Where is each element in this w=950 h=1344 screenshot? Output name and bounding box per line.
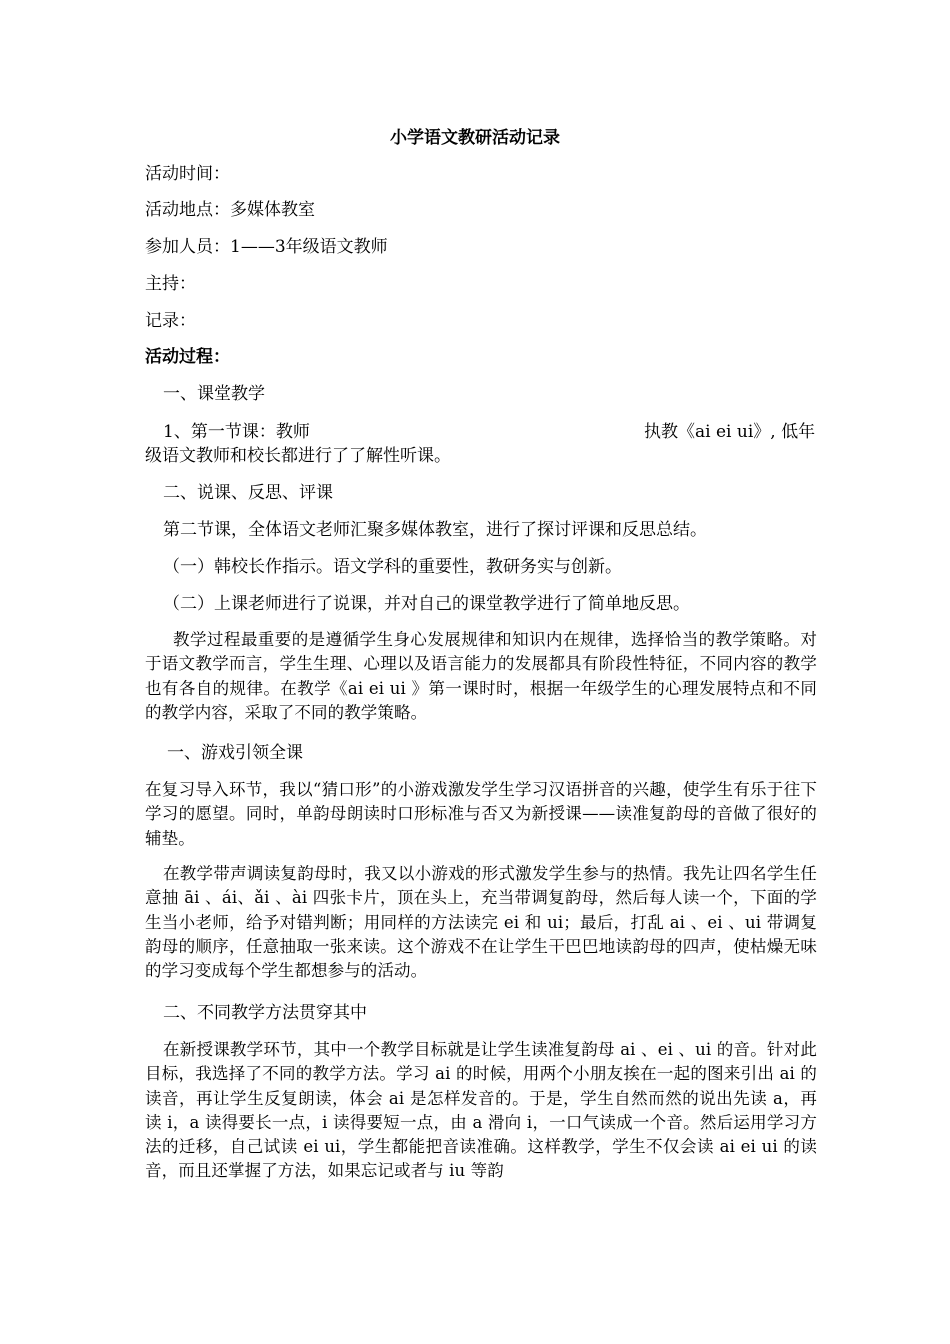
method-paragraph: 在新授课教学环节，其中一个教学目标就是让学生读准复韵母 ai 、ei 、ui 的音。针对此目标，我选择了不同的教学方法。学习 ai 的时候，用两个小朋友挨在一起的图来引出 ai 的读音，再让学生反复朗读，体会 ai 是怎样发音的。于是，学生自然而然的说出先读 a，再读 i，a 读得要长一点，i 读得要短一点，由 a 滑向 i，一口气读成一个音。然后运用学习方法的迁移，自己试读 ei ui，学生都能把音读准确。这样教学，学生不仅会读 ai ei ui 的读音，而且还掌握了方法，如果忘记或者与 iu 等韵 [145, 1040, 817, 1181]
lesson-1-left: 1、第一节课：教师 [163, 422, 310, 442]
lesson-1-continued: 级语文教师和校长都进行了了解性听课。 [145, 446, 451, 466]
game-paragraph-1: 在复习导入环节，我以“猜口形”的小游戏激发学生学习汉语拼音的兴趣，使学生有乐于往下学习的愿望。同时，单韵母朗读时口形标准与否又为新授课——读准复韵母的音做了很好的辅垫。 [145, 780, 817, 848]
strategy-paragraph: 教学过程最重要的是遵循学生身心发展规律和知识内在规律，选择恰当的教学策略。对于语文教学而言，学生生理、心理以及语言能力的发展都具有阶段性特征，不同内容的教学也有各自的规律。在教学《ai ei ui 》第一课时时，根据一年级学生的心理发展特点和不同的教学内容，采取了不同的教学策略。 [145, 630, 817, 722]
activity-time: 活动时间： [145, 164, 230, 184]
process-heading: 活动过程： [145, 347, 230, 367]
game-paragraph-2: 在教学带声调读复韵母时，我又以小游戏的形式激发学生参与的热情。我先让四名学生任意抽 āi 、ái、ǎi 、ài 四张卡片，顶在头上，充当带调复韵母，然后每人读一个，下面的学生当小老师，给予对错判断；用同样的方法读完 ei 和 ui；最后，打乱 ai 、ei 、ui 带调复韵母的顺序，任意抽取一张来读。这个游戏不在让学生干巴巴地读韵母的四声，使枯燥无味的学习变成每个学生都想参与的活动。 [145, 864, 817, 981]
second-lesson-paragraph: 第二节课，全体语文老师汇聚多媒体教室，进行了探讨评课和反思总结。 [163, 520, 707, 540]
activity-place: 活动地点：多媒体教室 [145, 200, 315, 220]
lesson-1-right: 执教《ai ei ui》, 低年 [644, 422, 816, 442]
participants: 参加人员：1——3年级语文教师 [145, 237, 388, 257]
principal-paragraph: （一）韩校长作指示。语文学科的重要性，教研务实与创新。 [163, 557, 622, 577]
section-2-heading: 二、说课、反思、评课 [163, 483, 333, 503]
section-1-heading: 一、课堂教学 [163, 384, 265, 404]
document-title: 小学语文教研活动记录 [390, 128, 560, 148]
teacher-reflection-paragraph: （二）上课老师进行了说课，并对自己的课堂教学进行了简单地反思。 [163, 594, 690, 614]
recorder: 记录： [145, 311, 196, 331]
host: 主持： [145, 274, 196, 294]
subsection-2-heading: 二、不同教学方法贯穿其中 [163, 1003, 367, 1023]
subsection-1-heading: 一、游戏引领全课 [167, 743, 303, 763]
